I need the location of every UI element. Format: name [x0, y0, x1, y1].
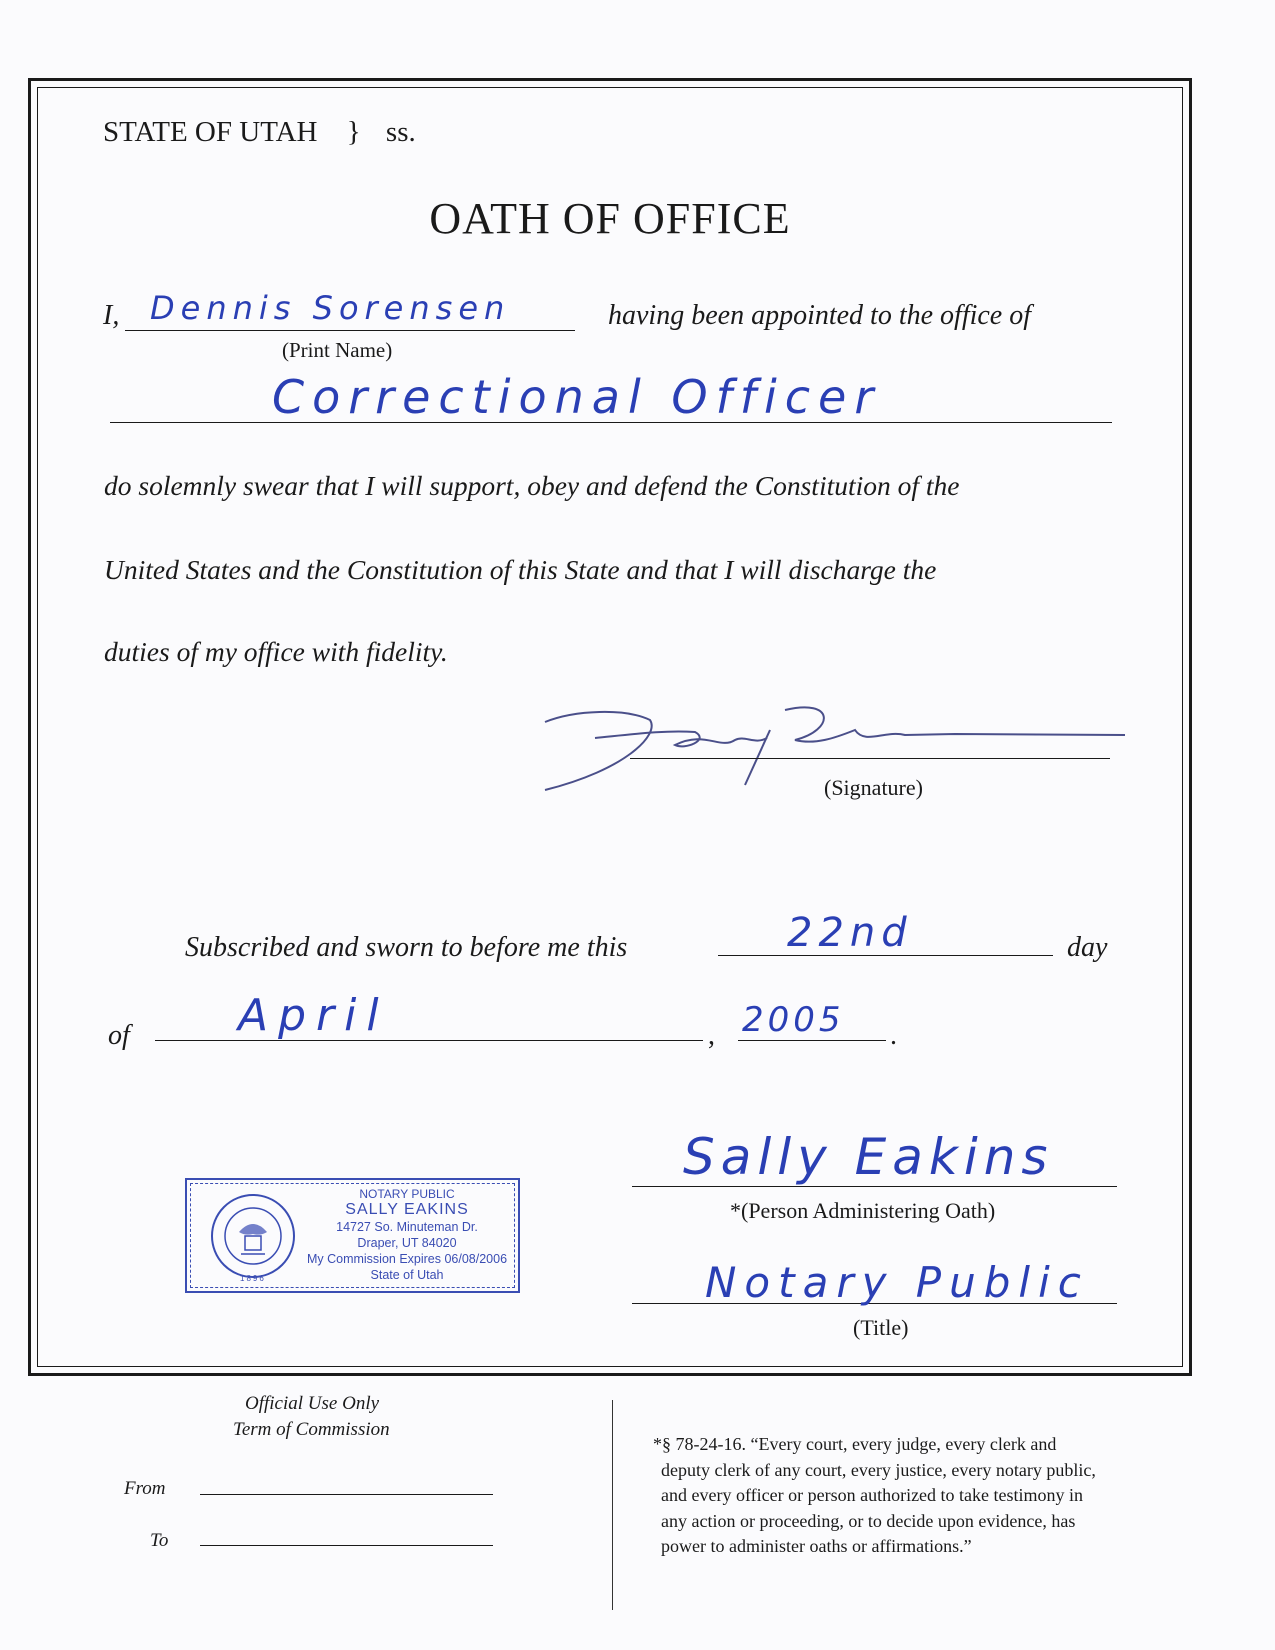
- subscribed-text: Subscribed and sworn to before me this: [185, 932, 628, 963]
- from-field-line: [200, 1494, 493, 1495]
- signature-label: (Signature): [824, 775, 923, 800]
- footnote-line-3: and every officer or person authorized to take testimony in: [661, 1485, 1084, 1505]
- month-handwritten: April: [238, 990, 389, 1041]
- stamp-line-3: 14727 So. Minuteman Dr.: [336, 1220, 478, 1234]
- term-of-commission-heading: Term of Commission: [233, 1419, 390, 1440]
- stamp-line-4: Draper, UT 84020: [357, 1236, 457, 1250]
- signature-line: [630, 758, 1110, 759]
- notary-stamp: [185, 1178, 520, 1293]
- administering-label: *(Person Administering Oath): [730, 1198, 996, 1223]
- day-word: day: [1067, 932, 1108, 963]
- oath-body-line-3: duties of my office with fidelity.: [104, 636, 448, 667]
- year-handwritten: 2005: [742, 1000, 845, 1040]
- of-word: of: [108, 1020, 130, 1051]
- state-label: STATE OF UTAH: [103, 116, 318, 148]
- name-field-line: [125, 330, 575, 331]
- seal-year: 1896: [240, 1274, 266, 1283]
- footer-divider: [612, 1400, 613, 1610]
- from-label: From: [124, 1478, 166, 1499]
- venue-header: [103, 116, 416, 149]
- brace-glyph: }: [346, 116, 361, 148]
- footnote-line-5: power to administer oaths or affirmations.”: [661, 1536, 972, 1556]
- page-title: OATH OF OFFICE: [429, 194, 791, 243]
- utah-seal-icon: [209, 1192, 297, 1280]
- stamp-line-5: My Commission Expires 06/08/2006: [306, 1252, 508, 1266]
- stamp-line-2: SALLY EAKINS: [345, 1201, 469, 1218]
- oath-body-line-2: United States and the Constitution of this State and that I will discharge the: [104, 554, 937, 585]
- year-field-line: [738, 1040, 886, 1041]
- title-handwritten: Notary Public: [705, 1258, 1089, 1307]
- day-handwritten: 22nd: [787, 910, 913, 956]
- to-field-line: [200, 1545, 493, 1546]
- administering-signature: Sally Eakins: [683, 1128, 1054, 1186]
- administering-line: [632, 1186, 1117, 1187]
- footnote-line-2: deputy clerk of any court, every justice, every notary public,: [661, 1459, 1096, 1480]
- oath-pronoun: I,: [103, 300, 120, 331]
- stamp-line-1: NOTARY PUBLIC: [359, 1187, 455, 1201]
- footnote-line-4: any action or proceeding, or to decide upon evidence, has: [661, 1510, 1076, 1531]
- to-label: To: [150, 1530, 169, 1551]
- appointed-text: having been appointed to the office of: [608, 300, 1032, 331]
- oath-body-line-1: do solemnly swear that I will support, obey and defend the Constitution of the: [104, 470, 960, 501]
- statute-footnote: [653, 1432, 1096, 1560]
- date-period: .: [890, 1020, 897, 1051]
- name-handwritten: Dennis Sorensen: [150, 289, 511, 327]
- office-handwritten: Correctional Officer: [272, 370, 882, 424]
- ss-label: ss.: [385, 116, 416, 148]
- footnote-line-1: *§ 78-24-16. “Every court, every judge, every clerk and: [653, 1434, 1057, 1454]
- date-comma: ,: [708, 1020, 715, 1051]
- title-label: (Title): [853, 1315, 909, 1340]
- stamp-line-6: State of Utah: [370, 1268, 444, 1282]
- official-use-heading: Official Use Only: [245, 1393, 380, 1414]
- print-name-label: (Print Name): [282, 338, 393, 362]
